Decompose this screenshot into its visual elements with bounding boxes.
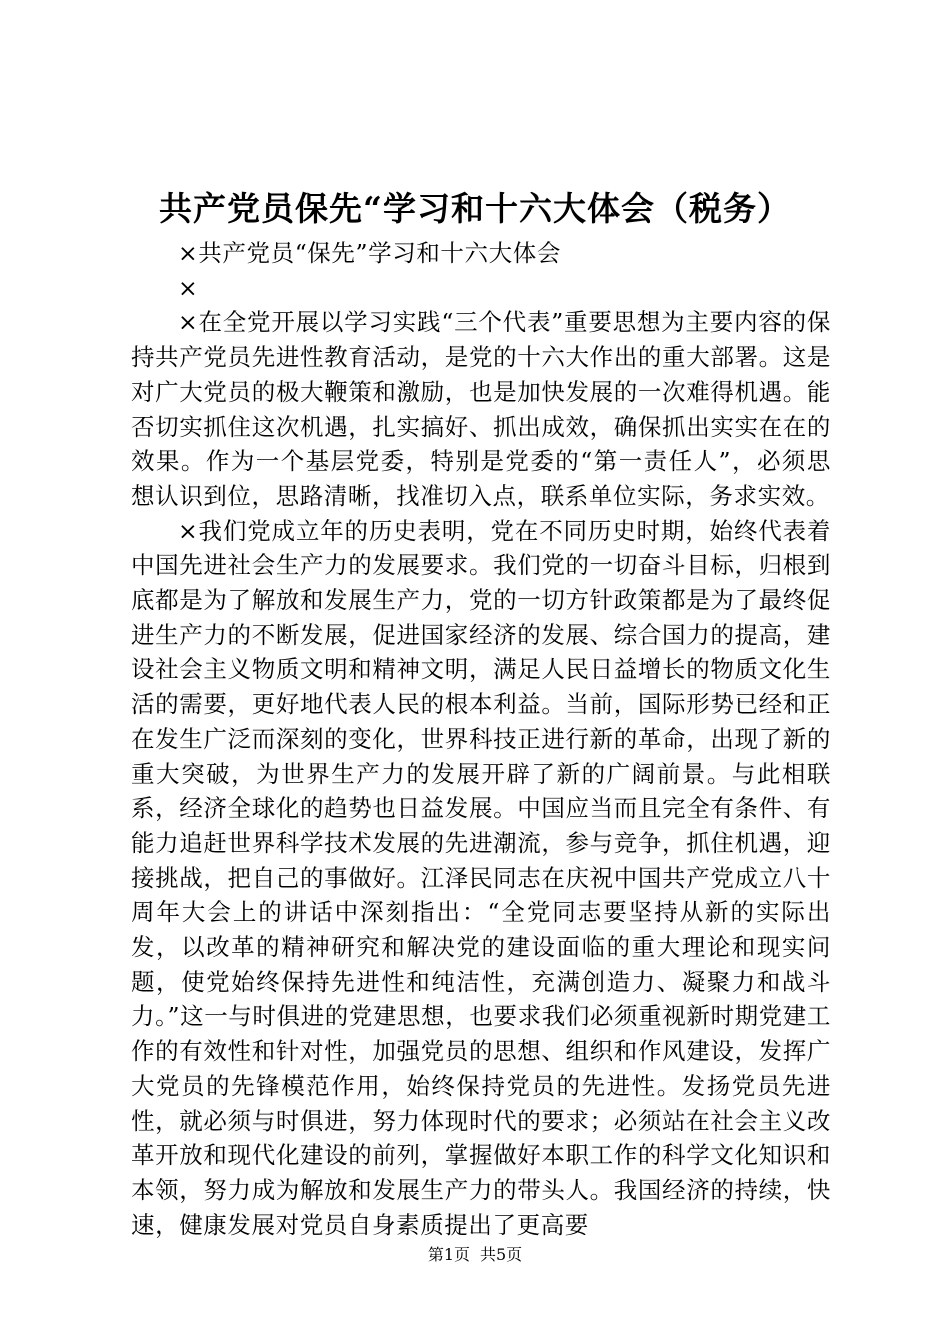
page-total: 共5页: [480, 1245, 523, 1264]
document-title: 共产党员保先“学习和十六大体会（税务）: [159, 189, 791, 228]
paragraph-2: ×我们党成立年的历史表明，党在不同历史时期，始终代表着中国先进社会生产力的发展要求。我们党的一切奋斗目标，归根到底都是为了解放和发展生产力，党的一切方针政策都是为了最终促进生产力的不断发展，促进国家经济的发展、综合国力的提高，建设社会主义物质文明和精神文明，满足人民日益增长的物质文化生活的需要，更好地代表人民的根本利益。当前，国际形势已经和正在发生广泛而深刻的变化，世界科技正进行新的革命，出现了新的重大突破，为世界生产力的发展开辟了新的广阔前景。与此相联系，经济全球化的趋势也日益发展。中国应当而且完全有条件、有能力追赶世界科学技术发展的先进潮流，参与竞争，抓住机遇，迎接挑战，把自己的事做好。江泽民同志在庆祝中国共产党成立八十周年大会上的讲话中深刻指出：“全党同志要坚持从新的实际出发，以改革的精神研究和解决党的建设面临的重大理论和现实问题，使党始终保持先进性和纯洁性，充满创造力、凝聚力和战斗力。”这一与时俱进的党建思想，也要求我们必须重视新时期党建工作的有效性和针对性，加强党员的思想、组织和作风建设，发挥广大党员的先锋模范作用，始终保持党员的先进性。发扬党员先进性，就必须与时俱进，努力体现时代的要求；必须站在社会主义改革开放和现代化建设的前列，掌握做好本职工作的科学文化知识和本领，努力成为解放和发展生产力的带头人。我国经济的持续，快速，健康发展对党员自身素质提出了更高要: [131, 516, 831, 1239]
page-footer: [0, 1245, 950, 1265]
page-number: 第1页: [427, 1245, 470, 1264]
paragraph-1: ×在全党开展以学习实践“三个代表”重要思想为主要内容的保持共产党员先进性教育活动，是党的十六大作出的重大部署。这是对广大党员的极大鞭策和激励，也是加快发展的一次难得机遇。能否切实抓住这次机遇，扎实搞好、抓出成效，确保抓出实实在在的效果。作为一个基层党委，特别是党委的“第一责任人”，必须思想认识到位，思路清晰，找准切入点，联系单位实际，务求实效。: [131, 308, 831, 510]
subtitle-line: ×共产党员“保先”学习和十六大体会: [178, 239, 561, 267]
marker-line: ×: [178, 273, 199, 302]
document-body: [131, 236, 831, 1242]
